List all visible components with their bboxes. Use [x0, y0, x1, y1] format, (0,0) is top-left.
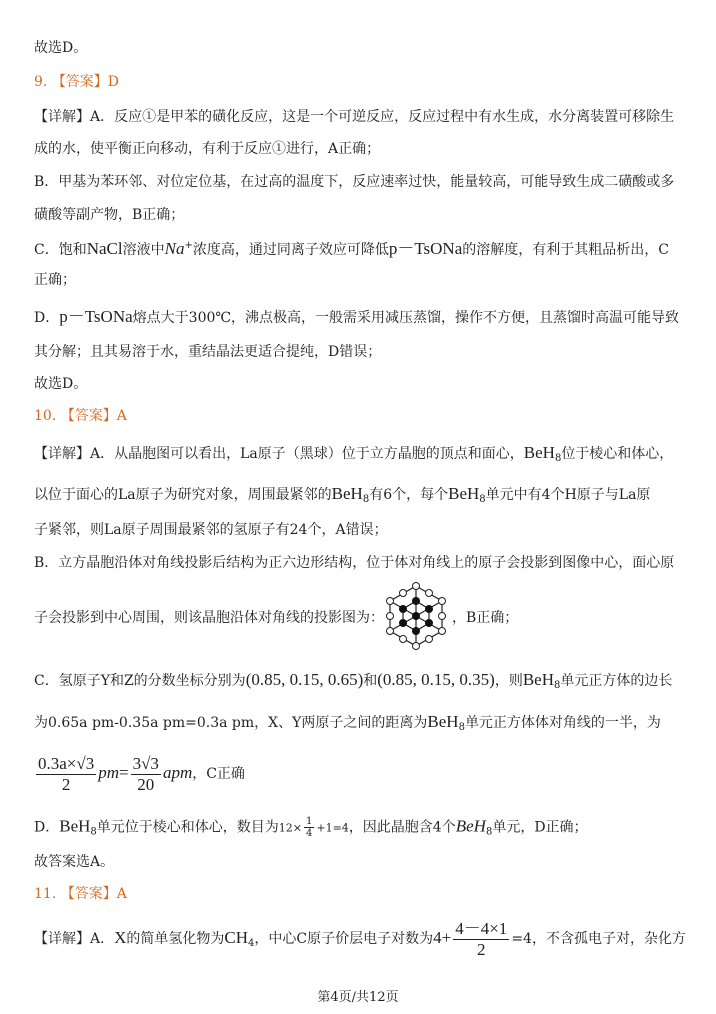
- answer-label: 【答案】D: [51, 74, 120, 90]
- formula-beh: BeH: [59, 816, 91, 836]
- formula-beh: BeH: [455, 816, 486, 836]
- text-line: [34, 916, 686, 966]
- text-line: 【详解】A．反应①是甲苯的磺化反应，这是一个可逆反应，反应过程中有水生成，水分离装置可移除生: [34, 109, 675, 125]
- text-line: 子紧邻，则La原子周围最紧邻的氢原子有24个，A错误；: [34, 522, 388, 538]
- coordinate-z: (0.85, 0.15, 0.35): [377, 670, 495, 689]
- page-footer: 第4页/共12页: [317, 990, 399, 1005]
- text: D．: [34, 819, 60, 836]
- subscript: 8: [90, 826, 97, 838]
- text-line: 磺酸等副产物，B正确；: [34, 207, 185, 223]
- subscript: 8: [362, 494, 370, 505]
- formula-nacl: NaCl: [86, 239, 123, 258]
- subscript: 4: [248, 938, 255, 949]
- answer-heading-9: [34, 72, 119, 92]
- formula-beh: BeH: [523, 443, 555, 462]
- text: C．饱和: [34, 242, 87, 258]
- text: ，C正确: [192, 766, 245, 782]
- denominator: 2: [61, 774, 71, 794]
- text: 溶液中: [122, 242, 165, 258]
- text: 为0.65a pm-0.35a pm=0.3a pm，X、Y两原子之间的距离为: [34, 715, 428, 731]
- subscript: 8: [554, 680, 561, 691]
- denominator: 20: [137, 774, 155, 794]
- text-line: [34, 443, 673, 469]
- expression: +1=4: [316, 821, 349, 835]
- text: 有6个，每个: [369, 487, 449, 503]
- answer-heading-10: [34, 406, 127, 426]
- numerator: 4－4×1: [455, 918, 508, 938]
- text-line: B．立方晶胞沿体对角线投影后结构为正六边形结构，位于体对角线上的原子会投影到图像中心，面心原: [34, 555, 675, 571]
- subscript: 8: [458, 722, 465, 733]
- text-line: [34, 307, 679, 328]
- text-line: [34, 236, 669, 260]
- formula-beh: BeH: [427, 712, 459, 731]
- subscript: 8: [479, 494, 486, 505]
- formula-na-ion: Na: [164, 239, 185, 258]
- text-line: 故选D。: [34, 40, 88, 56]
- denominator: 4: [306, 828, 313, 839]
- question-number: 11.: [34, 886, 61, 902]
- coordinate-y: (0.85, 0.15, 0.65): [245, 670, 364, 689]
- text: 单元位于棱心和体心，数目为: [96, 819, 279, 836]
- formula-beh: BeH: [448, 484, 480, 503]
- text-line: 成的水，使平衡正向移动，有利于反应①进行，A正确；: [34, 141, 381, 157]
- text: 子会投影到中心周围，则该晶胞沿体对角线的投影图为：: [34, 610, 384, 626]
- text-line: 其分解；且其易溶于水，重结晶法更适合提纯，D错误；: [34, 344, 382, 360]
- text: 位于棱心和体心，: [561, 446, 674, 462]
- text: 熔点大于300℃，沸点极高，一般需采用减压蒸馏，操作不方便，且蒸馏时高温可能导致: [132, 310, 680, 326]
- text: ，因此晶胞含4个: [348, 819, 456, 836]
- text: 单元，D正确；: [492, 819, 588, 836]
- unit: pm: [98, 763, 119, 782]
- text-line: [34, 484, 650, 510]
- text: 单元中有4个H原子与La原: [485, 487, 651, 503]
- text: ，中心C原子价层电子对数为: [254, 931, 434, 947]
- text-line: ，B正确；: [452, 610, 519, 626]
- answer-heading-11: [34, 884, 127, 904]
- numerator: 3√3: [132, 753, 159, 773]
- text-line: [34, 712, 661, 738]
- text: ，则: [494, 673, 523, 689]
- text: D．: [34, 310, 60, 326]
- text: 单元正方体的边长: [560, 673, 673, 689]
- text-line: [34, 670, 672, 696]
- numerator: 1: [306, 816, 313, 827]
- question-number: 9.: [34, 74, 52, 90]
- text: 以位于面心的La原子为研究对象，周围最紧邻的: [34, 487, 332, 503]
- expression: 4+: [433, 928, 452, 947]
- text: =4，不含孤电子对，杂化方: [511, 931, 686, 947]
- text: 的溶解度，有利于其粗品析出，C: [462, 242, 669, 258]
- superscript: +: [184, 240, 193, 251]
- equals: =: [119, 763, 129, 782]
- text: 单元正方体体对角线的一半，为: [464, 715, 661, 731]
- subscript: 8: [485, 826, 493, 838]
- fraction: [453, 919, 509, 960]
- text-line: 故选D。: [34, 376, 88, 392]
- denominator: 2: [477, 939, 486, 959]
- text-line: 正确；: [34, 272, 76, 288]
- text: 【详解】A．: [34, 931, 115, 947]
- formula-beh: BeH: [331, 484, 363, 503]
- question-number: 10.: [34, 408, 61, 424]
- fraction: [304, 816, 314, 839]
- unit: apm: [162, 763, 193, 782]
- formula-tsona: p－TsONa: [388, 239, 463, 258]
- text: 【详解】A．从晶胞图可以看出，La原子（黑球）位于立方晶胞的顶点和面心，: [34, 446, 524, 462]
- text-line: [34, 608, 384, 628]
- projection-diagram: [382, 582, 450, 650]
- fraction: [131, 754, 161, 795]
- text: 的简单氢化物为: [126, 931, 225, 947]
- text: 和: [363, 673, 378, 689]
- formula-tsona: p－TsONa: [59, 307, 133, 326]
- text-line: B．甲基为苯环邻、对位定位基，在过高的温度下，反应速率过快，能量较高，可能导致生成二磺酸或多: [34, 174, 675, 190]
- text-line: [34, 816, 588, 843]
- formula-ch4: CH: [224, 928, 249, 947]
- text: 浓度高，通过同离子效应可降低: [192, 242, 389, 258]
- numerator: 0.3a×√3: [38, 753, 95, 773]
- formula-beh: BeH: [522, 670, 555, 689]
- subscript: 8: [554, 453, 562, 464]
- fraction: [36, 754, 96, 795]
- text-line: 故答案选A。: [34, 854, 115, 870]
- equation-line: [34, 752, 245, 795]
- symbol-x: X: [114, 928, 127, 947]
- expression: 12×: [278, 821, 302, 835]
- answer-label: 【答案】A: [60, 886, 127, 902]
- text: C．氢原子Y和Z的分数坐标分别为: [34, 673, 246, 689]
- answer-label: 【答案】A: [60, 408, 127, 424]
